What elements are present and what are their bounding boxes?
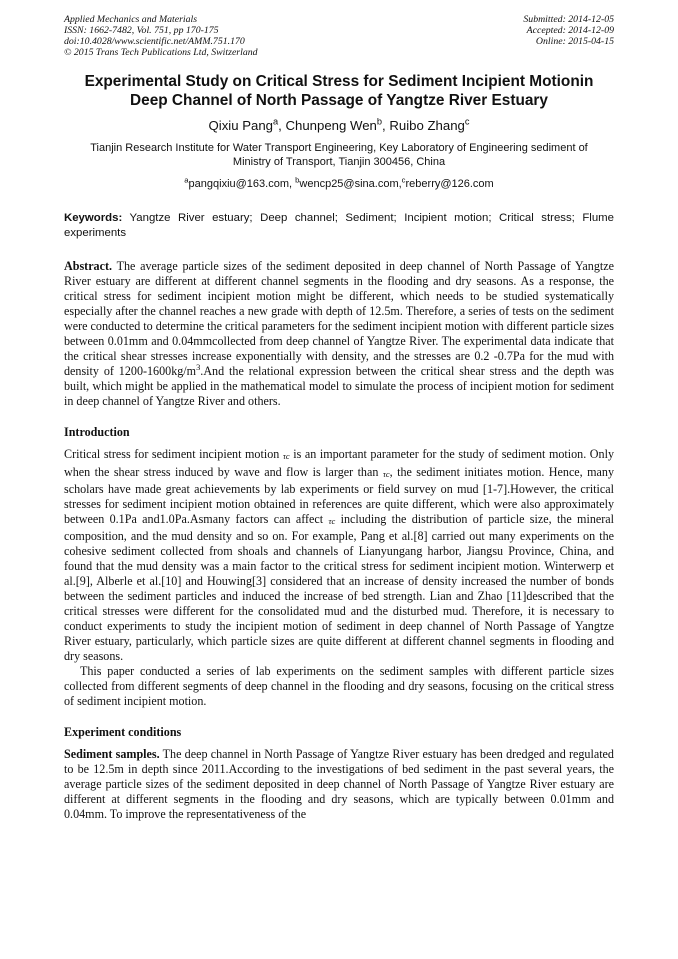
abstract-tail: .And the relational expression between the critical shear stress and the depth was built, which might be applied in the mathematical model to simulate the process of incipient motion for sediment in deep channel of Yangtze River and others. [64, 364, 614, 409]
affiliation: Tianjin Research Institute for Water Transport Engineering, Key Laboratory of Engineering sediment of Ministry of Transport, Tianjin 300456, China [90, 142, 588, 168]
email-sup: b [295, 175, 300, 185]
experiment-paragraph [64, 747, 614, 822]
author-emails [64, 175, 614, 191]
author-sup: c [464, 116, 470, 127]
publication-dates [523, 14, 614, 58]
email-link[interactable]: reberry@126.com [405, 178, 494, 190]
author-name: Chunpeng Wen [285, 118, 377, 133]
experiment-heading: Experiment conditions [64, 725, 182, 740]
experiment-text: The deep channel in North Passage of Yangtze River estuary has been dredged and regulated to be 12.5m in depth since 2011.According to the investigations of bed sediment in the past several years, the average particle sizes of the sediment deposited in deep channel of North Passage of Yangtze River estuary are different at different segments in the flooding and dry seasons, which are typically between 0.01mm and 0.04mm. To improve the representativeness of the [64, 747, 614, 822]
author-name: Qixiu Pang [208, 118, 274, 133]
abstract [64, 259, 614, 409]
introduction-paragraph-1 [64, 447, 614, 664]
intro-text: , the sediment initiates motion. Hence, many scholars have made great achievements by lab experiments or field survey on mud [1-7].However, the critical stresses for sediment incipient motion obtained in references are quite different, which were also approximately between 0.1Pa and1.0Pa.Asmany factors can affect [64, 464, 614, 526]
journal-doi: doi:10.4028/www.scientific.net/AMM.751.170 [64, 36, 245, 47]
date-submitted: Submitted: 2014-12-05 [523, 14, 614, 25]
journal-name: Applied Mechanics and Materials [64, 14, 198, 25]
email-sup: c [401, 175, 406, 185]
email-link[interactable]: wencp25@sina.com, [299, 178, 402, 190]
author-list: Qixiu Pang$^a$, Chunpeng Wen$^b$, Ruibo Zhang$^c$ [208, 116, 470, 133]
introduction-heading: Introduction [64, 425, 130, 440]
author-sup: b [376, 116, 383, 127]
journal-issn: ISSN: 1662-7482, Vol. 751, pp 170-175 [64, 25, 219, 36]
tau-symbol: τc [328, 515, 336, 526]
subsection-label: Sediment samples. [64, 747, 160, 762]
keywords-text: Yangtze River estuary; Deep channel; Sediment; Incipient motion; Critical stress; Flume experiments [64, 212, 614, 239]
intro-text: is an important parameter for the study of sediment motion. Only when the shear stress induced by wave and flow is larger than [64, 447, 614, 479]
abstract-sup: 3 [196, 362, 201, 373]
email-sup: a [184, 175, 189, 185]
keywords [64, 211, 614, 241]
abstract-label: Abstract. [64, 259, 113, 273]
tau-symbol: τc [382, 468, 390, 479]
date-accepted: Accepted: 2014-12-09 [526, 25, 614, 36]
date-online: Online: 2015-04-15 [535, 36, 614, 47]
journal-copyright: © 2015 Trans Tech Publications Ltd, Switzerland [64, 47, 258, 58]
tau-symbol: τc [282, 451, 290, 462]
journal-info [64, 14, 258, 58]
author-name: Ruibo Zhang [389, 118, 465, 133]
abstract-text: The average particle sizes of the sediment deposited in deep channel of North Passage of Yangtze River estuary are different at different channel segments in the flooding and dry seasons. As a response, the critical stress for sediment incipient motion might be different, which needs to be studied systematically especially after the channel reaches a new grade with depth of 12.5m. Therefore, a series of tests on the sediment were conducted to determine the critical parameters for the sediment incipient motion with different particle sizes between 0.01mm and 0.04mmcollected from deep channel of Yangtze River. The experimental data indicate that the critical shear stresses increase exponentially with density, and the stresses are 0.2 -0.7Pa for the mud with density of 1200-1600kg/m [64, 259, 614, 379]
introduction-paragraph-2: This paper conducted a series of lab experiments on the sediment samples with different particle sizes collected from different segments of deep channel in the flooding and dry seasons, focusing on the critical stress of sediment incipient motion. [64, 664, 614, 709]
paper-title: Experimental Study on Critical Stress for Sediment Incipient Motionin Deep Channel of North Passage of Yangtze River Estuary [84, 73, 594, 109]
journal-header [64, 14, 614, 58]
intro-text: Critical stress for sediment incipient motion [64, 447, 283, 462]
keywords-label: Keywords: [64, 212, 123, 224]
email-link[interactable]: pangqixiu@163.com, [188, 178, 296, 190]
intro-text: including the distribution of particle size, the mineral composition, and the mud density and so on. For example, Pang et al.[8] carried out many experiments on the cohesive sediment collected from shoals and channels of Lianyungang harbor, Jiangsu Province, China, and found that the mud density was a main factor to the critical stress for sediment incipient motion. Winterwerp et al.[9], Alberle et al.[10] and Houwing[3] considered that an increase of density increased the number of bonds between the sediment particles and induced the increase of bed strength. Lian and Zhao [11]described that the critical stresses were different for the consolidated mud and the disturbed mud. Therefore, it is necessary to conduct experiments to study the incipient motion of sediment in deep channel of North Passage of Yangtze River estuary, particularly, which particle sizes are quite different at different channel segments in flooding and dry seasons. [64, 511, 614, 664]
author-sup: a [273, 116, 279, 127]
